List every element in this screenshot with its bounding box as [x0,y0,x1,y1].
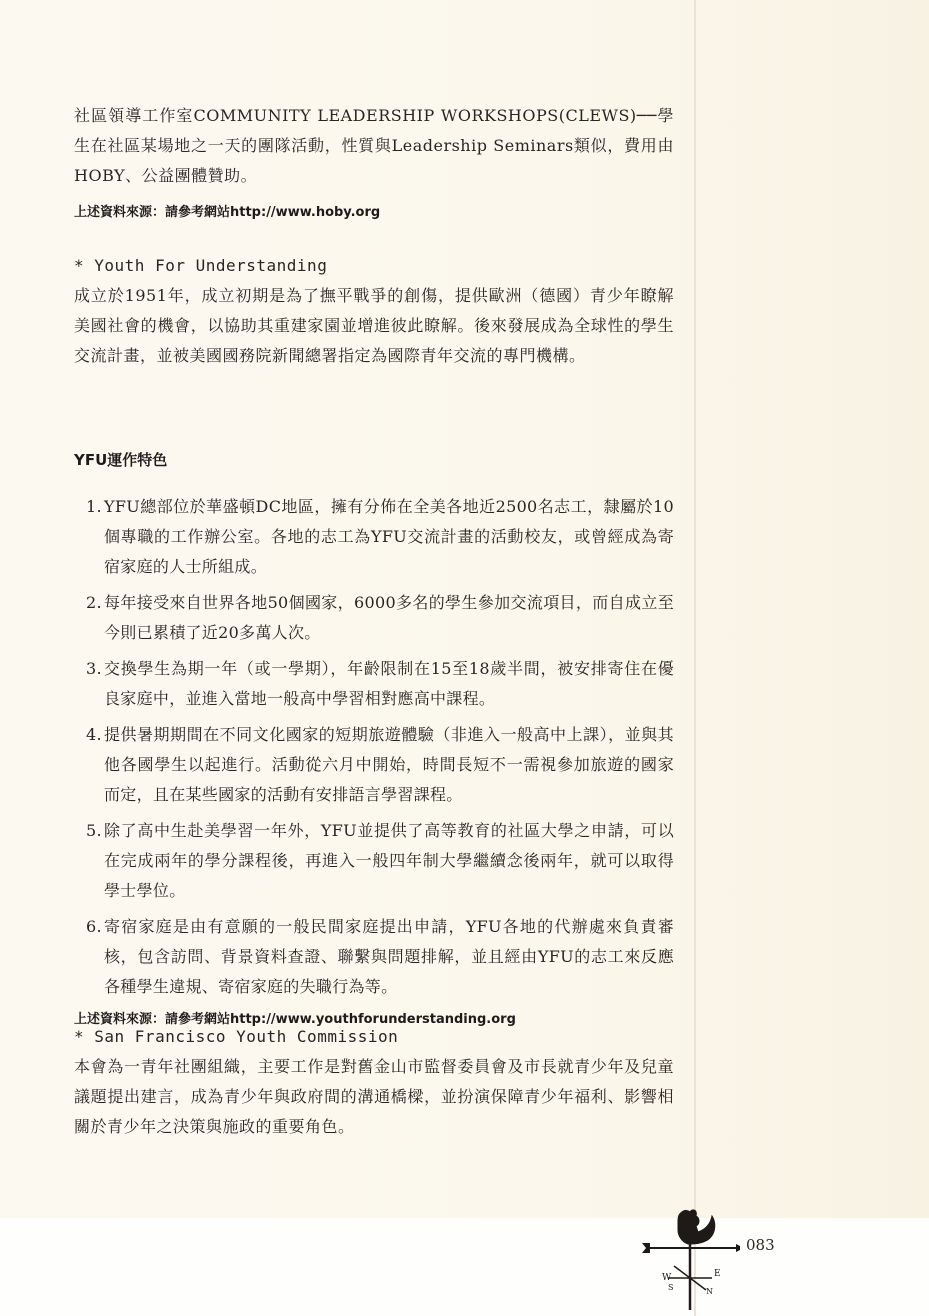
item-text: 除了高中生赴美學習一年外，YFU並提供了高等教育的社區大學之申請，可以在完成兩年的學分課程後，再進入一般四年制大學繼續念後兩年，就可以取得學士學位。 [104,821,674,900]
list-item [74,912,674,1002]
sfyc-heading: * San Francisco Youth Commission [74,1027,399,1046]
features-list [74,492,674,1002]
list-item [74,816,674,906]
item-number: 6. [86,917,102,936]
item-number: 1. [86,497,102,516]
section-title: YFU運作特色 [74,451,168,469]
item-text: 提供暑期期間在不同文化國家的短期旅遊體驗（非進入一般高中上課），並與其他各國學生以起進行。活動從六月中開始，時間長短不一需視參加旅遊的國家而定，且在某些國家的活動有安排語言學習課程。 [104,725,674,804]
item-number: 5. [86,821,102,840]
item-number: 4. [86,725,102,744]
margin-rule [694,0,696,1316]
list-item [74,492,674,582]
item-number: 3. [86,659,102,678]
yfu-heading: * Youth For Understanding [74,256,328,275]
weathervane-rooster-icon [640,1202,740,1312]
item-text: 交換學生為期一年（或一學期），年齡限制在15至18歲半間，被安排寄住在優良家庭中，並進入當地一般高中學習相對應高中課程。 [104,659,674,708]
compass-s: S [668,1283,674,1292]
clews-paragraph: 社區領導工作室COMMUNITY LEADERSHIP WORKSHOPS(CLEWS)──學生在社區某場地之一天的團隊活動，性質與Leadership Seminars類似，費用由HOBY、公益團體贊助。 [74,106,674,185]
clews-section [74,101,674,220]
yfu-source: 上述資料來源：請參考網站http://www.youthforunderstanding.org [74,1012,516,1027]
list-item [74,588,674,648]
sfyc-section [74,1027,674,1142]
sfyc-paragraph: 本會為一青年社團組織，主要工作是對舊金山市監督委員會及市長就青少年及兒童議題提出建言，成為青少年與政府間的溝通橋樑，並扮演保障青少年福利、影響相關於青少年之決策與施政的重要角色。 [74,1057,674,1136]
compass-e: E [714,1269,721,1279]
item-text: 寄宿家庭是由有意願的一般民間家庭提出申請，YFU各地的代辦處來負責審核，包含訪問、背景資料查證、聯繫與問題排解，並且經由YFU的志工來反應各種學生違規、寄宿家庭的失職行為等。 [104,917,674,996]
clews-source: 上述資料來源：請參考網站http://www.hoby.org [74,205,381,220]
item-number: 2. [86,593,102,612]
yfu-paragraph: 成立於1951年，成立初期是為了撫平戰爭的創傷，提供歐洲（德國）青少年瞭解美國社會的機會，以協助其重建家園並增進彼此瞭解。後來發展成為全球性的學生交流計畫，並被美國國務院新聞總署指定為國際青年交流的專門機構。 [74,286,674,365]
page-number: 083 [746,1236,775,1254]
yfu-features-section [74,449,674,1027]
compass-w: W [662,1273,672,1283]
bottom-band [0,1218,929,1316]
item-text: YFU總部位於華盛頓DC地區，擁有分佈在全美各地近2500名志工，隸屬於10個專職的工作辦公室。各地的志工為YFU交流計畫的活動校友，或曾經成為寄宿家庭的人士所組成。 [104,497,674,576]
yfu-section [74,256,674,371]
item-text: 每年接受來自世界各地50個國家，6000多名的學生參加交流項目，而自成立至今則已累積了近20多萬人次。 [104,593,674,642]
compass-n: N [706,1287,713,1296]
list-item [74,654,674,714]
list-item [74,720,674,810]
